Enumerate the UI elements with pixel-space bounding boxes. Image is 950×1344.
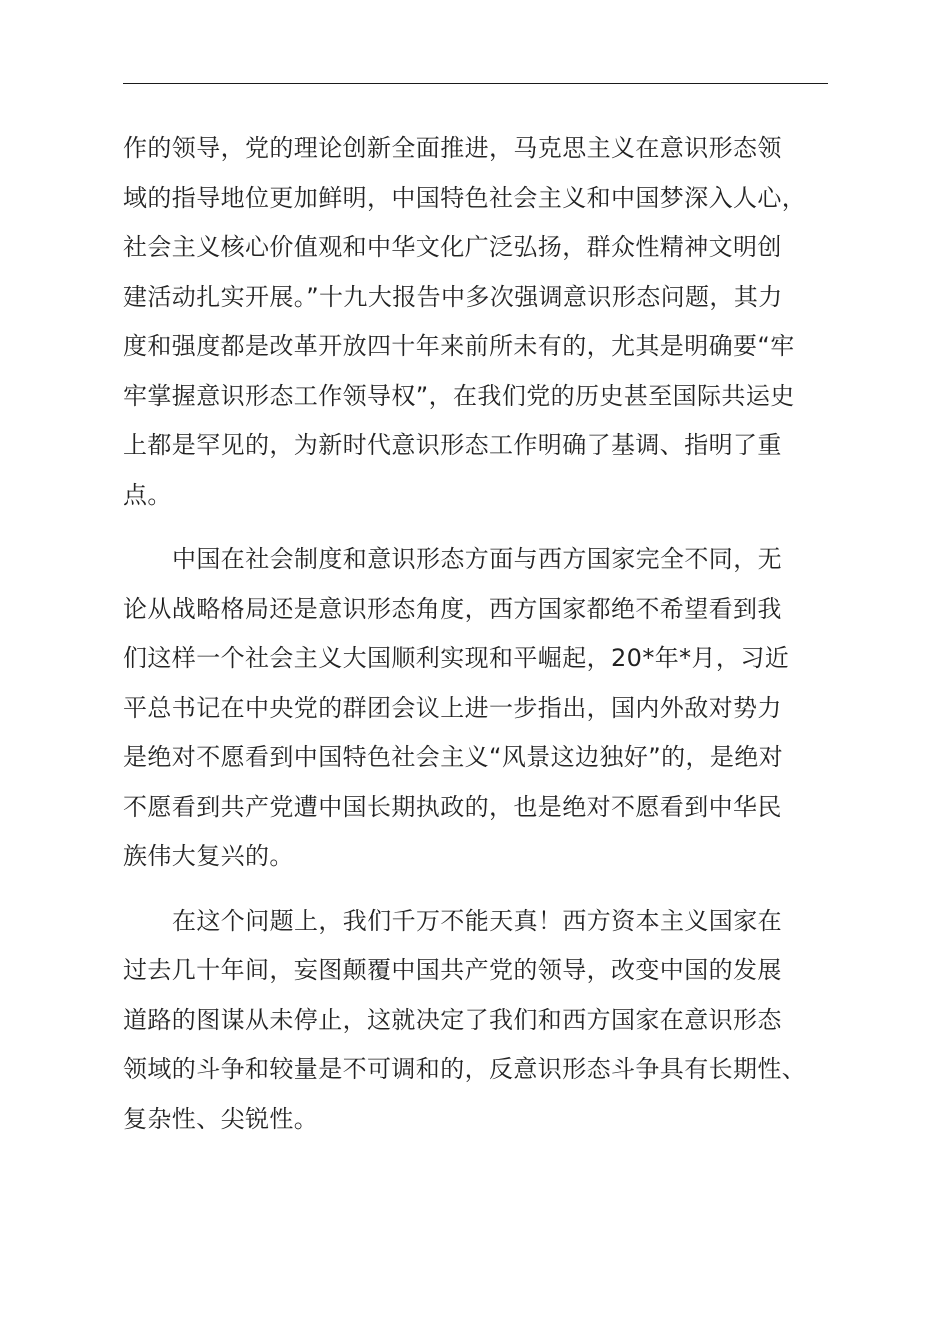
paragraph-2 <box>123 535 835 882</box>
text-line: 领域的斗争和较量是不可调和的，反意识形态斗争具有长期性、 <box>123 1055 807 1083</box>
text-line: 们这样一个社会主义大国顺利实现和平崛起，20*年*月，习近 <box>123 644 790 672</box>
text-line: 道路的图谋从未停止，这就决定了我们和西方国家在意识形态 <box>123 1005 782 1034</box>
document-body <box>123 124 835 1144</box>
text-line: 点。 <box>123 480 172 509</box>
text-line: 上都是罕见的，为新时代意识形态工作明确了基调、指明了重 <box>123 431 782 459</box>
paragraph-spacing <box>123 882 835 897</box>
text-line: 域的指导地位更加鲜明，中国特色社会主义和中国梦深入人心， <box>123 183 807 212</box>
header-rule <box>123 83 828 84</box>
text-line: 牢掌握意识形态工作领导权”，在我们党的历史甚至国际共运史 <box>123 381 795 410</box>
paragraph-1 <box>123 124 835 520</box>
paragraph-spacing <box>123 520 835 535</box>
text-line: 中国在社会制度和意识形态方面与西方国家完全不同，无 <box>172 545 782 573</box>
text-line: 复杂性、尖锐性。 <box>123 1104 319 1133</box>
paragraph-3 <box>123 897 835 1145</box>
text-line: 建活动扎实开展。”十九大报告中多次强调意识形态问题，其力 <box>123 282 783 311</box>
text-line: 族伟大复兴的。 <box>123 842 294 870</box>
text-line: 不愿看到共产党遭中国长期执政的，也是绝对不愿看到中华民 <box>123 792 782 821</box>
text-line: 论从战略格局还是意识形态角度，西方国家都绝不希望看到我 <box>123 594 782 623</box>
text-line: 是绝对不愿看到中国特色社会主义“风景这边独好”的，是绝对 <box>123 743 784 771</box>
text-line: 在这个问题上，我们千万不能天真！西方资本主义国家在 <box>172 906 782 935</box>
text-line: 社会主义核心价值观和中华文化广泛弘扬，群众性精神文明创 <box>123 233 782 261</box>
text-line: 度和强度都是改革开放四十年来前所未有的，尤其是明确要“牢 <box>123 332 795 360</box>
text-line: 过去几十年间，妄图颠覆中国共产党的领导，改变中国的发展 <box>123 956 782 984</box>
text-line: 平总书记在中央党的群团会议上进一步指出，国内外敌对势力 <box>123 693 782 722</box>
text-line: 作的领导，党的理论创新全面推进，马克思主义在意识形态领 <box>123 134 782 162</box>
